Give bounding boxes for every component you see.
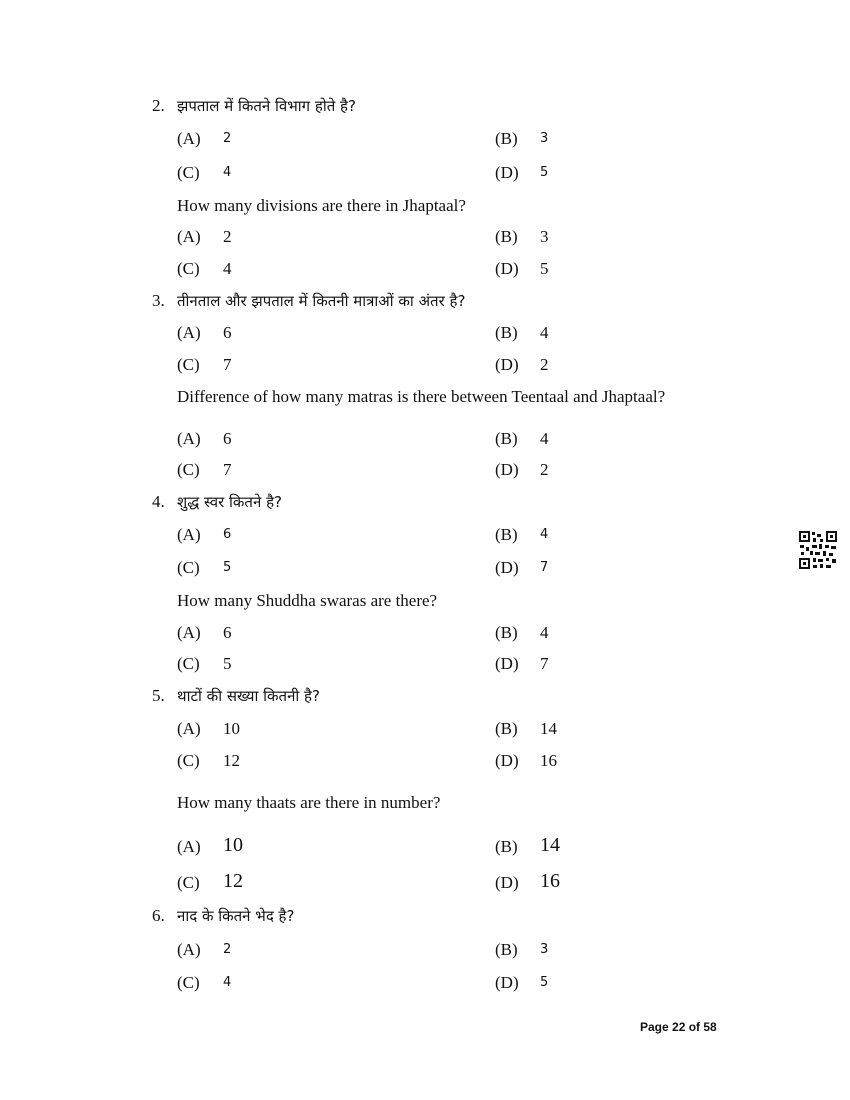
option-value: 14 xyxy=(540,834,560,856)
option-value: 4 xyxy=(223,259,232,278)
question-text-hindi: झपताल में कितने विभाग होते है? xyxy=(177,97,356,115)
question-number: 2. xyxy=(152,96,165,115)
option-value: 4 xyxy=(540,527,549,542)
option-label: (A) xyxy=(177,719,201,738)
question-number: 3. xyxy=(152,291,165,310)
option-label: (C) xyxy=(177,163,200,182)
option-label: (A) xyxy=(177,227,201,246)
option-label: (A) xyxy=(177,429,201,448)
option-value: 4 xyxy=(540,323,549,342)
option-label: (C) xyxy=(177,259,200,278)
option-label: (D) xyxy=(495,163,519,182)
option-value: 4 xyxy=(223,975,232,990)
option-label: (A) xyxy=(177,837,201,856)
option-label: (C) xyxy=(177,873,200,892)
option-value: 2 xyxy=(540,460,549,479)
option-label: (D) xyxy=(495,751,519,770)
question-number: 4. xyxy=(152,492,165,511)
option-value: 5 xyxy=(223,560,232,575)
option-label: (B) xyxy=(495,623,518,642)
option-value: 7 xyxy=(540,654,549,673)
option-label: (B) xyxy=(495,940,518,959)
question-text-hindi: नाद के कितने भेद है? xyxy=(177,907,295,925)
option-label: (C) xyxy=(177,751,200,770)
option-value: 3 xyxy=(540,942,549,957)
option-label: (A) xyxy=(177,323,201,342)
option-value: 5 xyxy=(223,654,232,673)
question-text-hindi: थाटों की सख्या कितनी है? xyxy=(177,687,320,705)
option-value: 2 xyxy=(540,355,549,374)
page-number: Page 22 of 58 xyxy=(640,1020,717,1034)
option-label: (D) xyxy=(495,259,519,278)
option-value: 4 xyxy=(540,623,549,642)
option-value: 5 xyxy=(540,165,549,180)
option-value: 6 xyxy=(223,623,232,642)
option-label: (C) xyxy=(177,355,200,374)
option-label: (C) xyxy=(177,654,200,673)
option-value: 6 xyxy=(223,429,232,448)
question-text-hindi: शुद्ध स्वर कितने है? xyxy=(177,493,283,511)
option-value: 10 xyxy=(223,719,240,738)
question-number: 6. xyxy=(152,906,165,925)
option-label: (B) xyxy=(495,323,518,342)
option-label: (B) xyxy=(495,429,518,448)
option-label: (D) xyxy=(495,973,519,992)
question-number: 5. xyxy=(152,686,165,705)
option-value: 6 xyxy=(223,323,232,342)
question-text-english: Difference of how many matras is there between Teentaal and Jhaptaal? xyxy=(177,387,666,406)
option-value: 16 xyxy=(540,870,560,892)
option-label: (D) xyxy=(495,873,519,892)
option-value: 14 xyxy=(540,719,557,738)
question-text-hindi: तीनताल और झपताल में कितनी मात्राओं का अंतर है? xyxy=(177,292,466,310)
option-value: 7 xyxy=(540,560,549,575)
option-value: 2 xyxy=(223,942,232,957)
option-label: (C) xyxy=(177,558,200,577)
option-value: 3 xyxy=(540,131,549,146)
option-label: (B) xyxy=(495,719,518,738)
option-label: (B) xyxy=(495,129,518,148)
qr-code-icon xyxy=(798,530,838,570)
option-value: 12 xyxy=(223,870,243,892)
option-label: (B) xyxy=(495,837,518,856)
option-label: (D) xyxy=(495,355,519,374)
option-label: (A) xyxy=(177,525,201,544)
option-label: (D) xyxy=(495,460,519,479)
question-text-english: How many thaats are there in number? xyxy=(177,793,441,812)
option-label: (C) xyxy=(177,973,200,992)
option-value: 4 xyxy=(223,165,232,180)
option-value: 7 xyxy=(223,460,232,479)
option-label: (D) xyxy=(495,654,519,673)
option-value: 10 xyxy=(223,834,243,856)
option-value: 2 xyxy=(223,131,232,146)
option-value: 5 xyxy=(540,975,549,990)
question-text-english: How many divisions are there in Jhaptaal? xyxy=(177,196,466,215)
option-value: 3 xyxy=(540,227,549,246)
option-label: (D) xyxy=(495,558,519,577)
option-label: (B) xyxy=(495,227,518,246)
option-label: (A) xyxy=(177,940,201,959)
option-value: 12 xyxy=(223,751,240,770)
option-value: 2 xyxy=(223,227,232,246)
option-label: (A) xyxy=(177,129,201,148)
option-value: 4 xyxy=(540,429,549,448)
option-label: (C) xyxy=(177,460,200,479)
option-value: 6 xyxy=(223,527,232,542)
option-label: (A) xyxy=(177,623,201,642)
option-value: 5 xyxy=(540,259,549,278)
option-label: (B) xyxy=(495,525,518,544)
option-value: 16 xyxy=(540,751,557,770)
option-value: 7 xyxy=(223,355,232,374)
question-text-english: How many Shuddha swaras are there? xyxy=(177,591,438,610)
